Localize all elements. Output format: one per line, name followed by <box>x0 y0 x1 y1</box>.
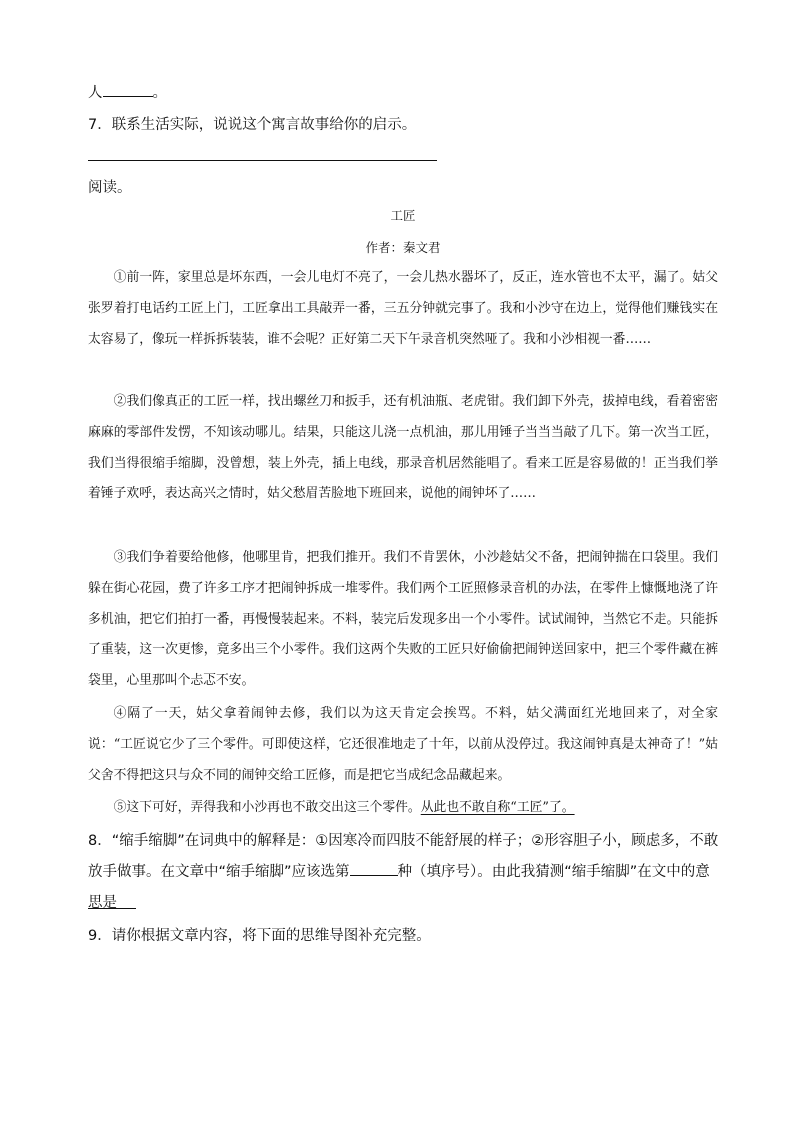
q8-text-part1: 8．“缩手缩脚”在词典中的解释是：①因寒冷而四肢不能舒展的样子；②形容胆子小，顾虑多，不敢放手做事。在文章中“缩手缩脚”应该选第 <box>88 833 719 880</box>
q6-prefix: 人 <box>88 85 103 101</box>
story-author: 作者：秦文君 <box>365 240 441 255</box>
underlined-sentence: 从此也不敢自称“工匠”了。 <box>420 800 575 815</box>
story-paragraph-5-text: ⑤这下可好，弄得我和小沙再也不敢交出这三个零件。 <box>113 800 421 815</box>
q6-blank[interactable] <box>103 82 153 97</box>
q6-answer-line <box>88 82 167 103</box>
question-7: 7．联系生活实际，说说这个寓言故事给你的启示。 <box>88 117 417 133</box>
story-paragraph-1: ①前一阵，家里总是坏东西，一会儿电灯不亮了，一会儿热水器坏了，反正，连水管也不太平，漏了。姑父张罗着打电话约工匠上门，工匠拿出工具敲弄一番，三五分钟就完事了。我和小沙守在边上，觉得他们赚钱实在太容易了，像玩一样拆拆装装，谁不会呢？正好第二天下午录音机突然哑了。我和小沙相视一番…… <box>88 270 718 347</box>
question-9: 9．请你根据文章内容，将下面的思维导图补充完整。 <box>88 928 431 944</box>
story-paragraph-3: ③我们争着要给他修，他哪里肯，把我们推开。我们不肯罢休，小沙趁姑父不备，把闹钟揣在口袋里。我们躲在街心花园，费了许多工序才把闹钟拆成一堆零件。我们两个工匠照修录音机的办法，在零件上慷慨地浇了许多机油，把它们拍打一番，再慢慢装起来。不料，装完后发现多出一个小零件。试试闹钟，当然它不走。只能拆了重装，这一次更惨，竟多出三个小零件。我们这两个失败的工匠只好偷偷把闹钟送回家中，把三个零件藏在裤袋里，心里那叫个忐忑不安。 <box>88 550 718 689</box>
q6-suffix: 。 <box>152 85 167 101</box>
story-paragraph-4: ④隔了一天，姑父拿着闹钟去修，我们以为这天肯定会挨骂。不料，姑父满面红光地回来了，对全家说：“工匠说它少了三个零件。可即使这样，它还很准地走了十年，以前从没停过。我这闹钟真是太神奇了！”姑父舍不得把这只与众不同的闹钟交给工匠修，而是把它当成纪念品藏起来。 <box>88 706 718 783</box>
story-paragraph-5 <box>88 793 718 824</box>
worksheet-page <box>88 0 718 1123</box>
q8-blank-2[interactable] <box>88 908 136 909</box>
q8-blank-1[interactable] <box>350 861 398 876</box>
reading-label: 阅读。 <box>88 180 132 196</box>
question-8 <box>88 826 720 919</box>
story-paragraph-2: ②我们像真正的工匠一样，找出螺丝刀和扳手，还有机油瓶、老虎钳。我们卸下外壳，拔掉电线，看着密密麻麻的零部件发愣，不知该动哪儿。结果，只能这儿浇一点机油，那儿用锤子当当当敲了几下。第一次当工匠，我们当得很缩手缩脚，没曾想，装上外壳，插上电线，那录音机居然能唱了。看来工匠是容易做的！正当我们挙着锤子欢呼，表达高兴之情时，姑父愁眉苦脸地下班回来，说他的闹钟坏了…… <box>88 394 718 502</box>
q8-text-part2: 种（填序号）。由此我猜测“缩手缩脚”在文中的意思是 <box>88 864 710 911</box>
story-title: 工匠 <box>390 208 416 223</box>
q7-answer-blank[interactable] <box>88 160 437 161</box>
